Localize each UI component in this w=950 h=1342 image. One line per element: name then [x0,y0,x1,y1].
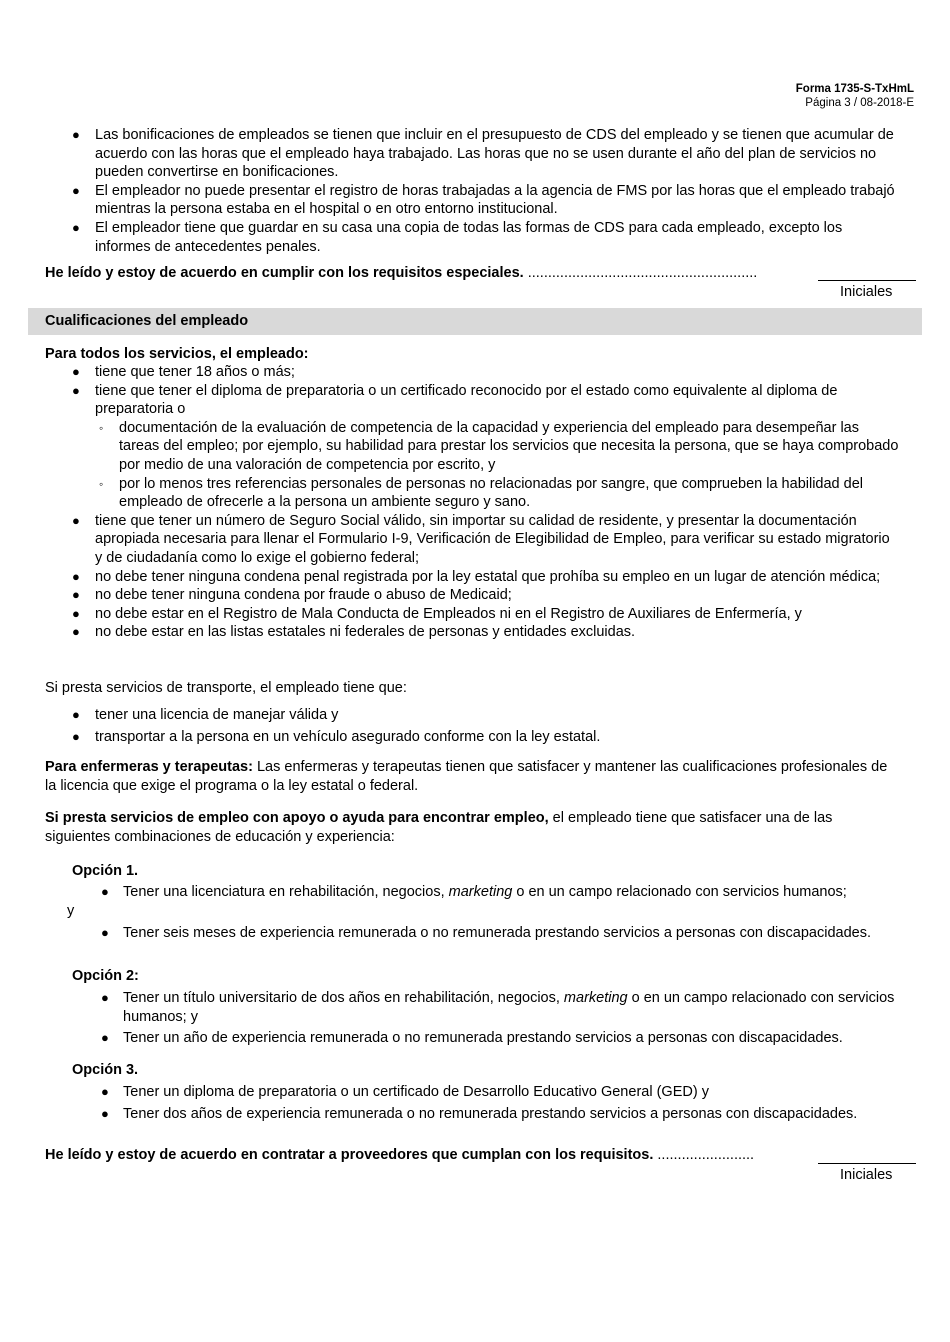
list-item: ● Tener dos años de experiencia remunerada o no remunerada prestando servicios a personas con discapacidades. [0,1105,950,1124]
acknowledgement-text: He leído y estoy de acuerdo en cumplir con los requisitos especiales. [45,265,524,281]
list-item: ● tener una licencia de manejar válida y [0,706,950,725]
nurses-paragraph [45,758,895,795]
list-item: ● tiene que tener 18 años o más; [0,363,950,382]
sub-list-item: ◦ documentación de la evaluación de competencia de la capacidad y experiencia del empleado para desempeñar las tareas del empleo; por ejemplo, su habilidad para prestar los servicios que necesita la persona, que se haya comprobado por medio de una valoración de competencia por escrito, y [0,419,950,475]
all-services-list [0,363,950,642]
list-item: ● Tener un diploma de preparatoria o un certificado de Desarrollo Educativo General (GED) y [0,1083,950,1102]
option-3-label: Opción 3. [72,1062,139,1078]
section-title: Cualificaciones del empleado [45,313,249,329]
conjunction-y: y [67,903,75,919]
list-item: ● Tener un título universitario de dos años en rehabilitación, negocios, marketing o en un campo relacionado con servicios humanos; y [0,989,950,1026]
list-item: ● no debe estar en el Registro de Mala Conducta de Empleados ni en el Registro de Auxiliares de Enfermería, y [0,605,950,624]
list-item: ● tiene que tener el diploma de preparatoria o un certificado reconocido por el estado como equivalente al diploma de preparatoria o [0,382,950,419]
option-1-list [0,883,950,902]
transport-intro: Si presta servicios de transporte, el empleado tiene que: [45,680,407,696]
form-number: Forma 1735-S-TxHmL [795,83,914,95]
top-bullet-list [0,126,950,256]
option-1-label: Opción 1. [72,863,139,879]
list-item: ● no debe tener ninguna condena penal registrada por la ley estatal que prohíba su empleo en un lugar de atención médica; [0,568,950,587]
initials-label: Iniciales [840,284,893,300]
list-item: ● Tener una licenciatura en rehabilitación, negocios, marketing o en un campo relacionado con servicios humanos; [0,883,950,902]
list-item: ● El empleador tiene que guardar en su casa una copia de todas las formas de CDS para cada empleado, excepto los informes de antecedentes penales. [0,219,950,256]
acknowledgement-special-requirements [45,264,757,283]
acknowledgement-text: He leído y estoy de acuerdo en contratar a proveedores que cumplan con los requisitos. [45,1147,654,1163]
option-3-list [0,1083,950,1123]
option-2-label: Opción 2: [72,968,139,984]
section-header [28,308,922,335]
list-item: ● transportar a la persona en un vehículo asegurado conforme con la ley estatal. [0,728,950,747]
page-header [796,82,914,110]
list-item: ● no debe estar en las listas estatales ni federales de personas y entidades excluidas. [0,623,950,642]
leader-dots: ........................ [653,1147,755,1163]
initials-field[interactable] [818,1163,916,1164]
list-item: ● Tener seis meses de experiencia remunerada o no remunerada prestando servicios a personas con discapacidades. [0,924,950,943]
option-2-list [0,989,950,1048]
leader-dots: ......................................................... [523,265,758,281]
sub-list-item: ◦ por lo menos tres referencias personales de personas no relacionadas por sangre, que comprueben la habilidad del empleado de ofrecerle a la persona un ambiente seguro y sano. [0,475,950,512]
list-item: ● Tener un año de experiencia remunerada o no remunerada prestando servicios a personas con discapacidades. [0,1029,950,1048]
acknowledgement-hire-providers [45,1146,754,1165]
initials-field[interactable] [818,280,916,281]
employment-label: Si presta servicios de empleo con apoyo o ayuda para encontrar empleo, [45,810,549,826]
option-1-list-continued [0,924,950,943]
list-item: ● Las bonificaciones de empleados se tienen que incluir en el presupuesto de CDS del empleado y se tienen que acumular de acuerdo con las horas que el empleado haya trabajado. Las horas que no se usen durante el año del plan de servicios no pueden convertirse en bonificaciones. [0,126,950,182]
page-number: Página 3 / 08-2018-E [805,97,914,109]
nurses-text: Las enfermeras y terapeutas tienen que satisfacer y mantener las cualificaciones profesionales de la licencia que exige el programa o la ley estatal o federal. [45,759,888,794]
list-item: ● no debe tener ninguna condena por fraude o abuso de Medicaid; [0,586,950,605]
employment-paragraph [45,809,895,846]
transport-list [0,706,950,746]
all-services-heading: Para todos los servicios, el empleado: [45,346,309,362]
nurses-label: Para enfermeras y terapeutas: [45,759,253,775]
employment-text: el empleado tiene que satisfacer una de las siguientes combinaciones de educación y experiencia: [45,810,833,845]
list-item: ● tiene que tener un número de Seguro Social válido, sin importar su calidad de residente, y presentar la documentación apropiada necesaria para llenar el Formulario I-9, Verificación de Elegibilidad de Empleo, para verificar su estado migratorio y de ciudadanía como lo exige el gobierno federal; [0,512,950,568]
list-item: ● El empleador no puede presentar el registro de horas trabajadas a la agencia de FMS por las horas que el empleado trabajó mientras la persona estaba en el hospital o en otro entorno institucional. [0,182,950,219]
initials-label: Iniciales [840,1167,893,1183]
